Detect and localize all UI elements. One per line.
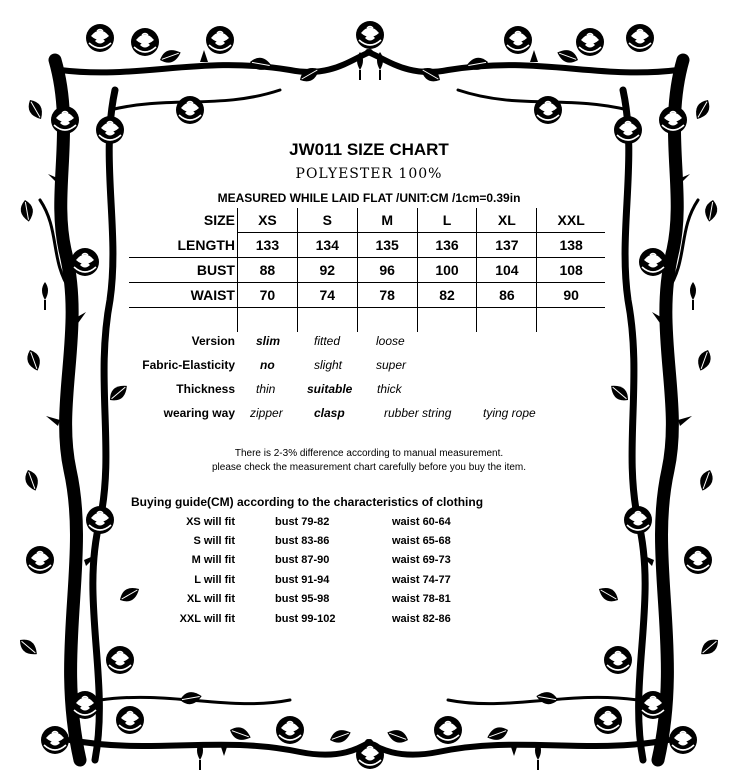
- measurement-difference-note: There is 2-3% difference according to manual measurement.: [234, 448, 504, 459]
- check-chart-note: please check the measurement chart carefully before you buy the item.: [211, 462, 527, 473]
- attribute-option: suitable: [307, 382, 353, 396]
- attribute-label-version: Version: [191, 334, 235, 348]
- table-cell: 96: [357, 258, 417, 283]
- size-header-cell: M: [357, 208, 417, 233]
- table-cell: [297, 308, 357, 333]
- table-cell: [417, 308, 477, 333]
- attribute-label-thickness: Thickness: [176, 382, 235, 396]
- attribute-option: clasp: [314, 406, 345, 420]
- table-cell: [537, 308, 605, 333]
- table-cell: 86: [477, 283, 537, 308]
- guide-waist: waist 82-86: [392, 613, 451, 625]
- buying-guide-title: Buying guide(CM) according to the characteristics of clothing: [131, 495, 484, 509]
- size-header-cell: XL: [477, 208, 537, 233]
- attribute-option: rubber string: [384, 406, 452, 420]
- attribute-option: no: [260, 358, 275, 372]
- guide-waist: waist 60-64: [392, 516, 451, 528]
- table-cell: 134: [297, 233, 357, 258]
- attribute-label-fabric-elasticity: Fabric-Elasticity: [142, 358, 235, 372]
- guide-bust: bust 87-90: [275, 554, 330, 566]
- guide-size: S will fit: [193, 535, 235, 547]
- table-cell: 133: [238, 233, 298, 258]
- table-cell: 108: [537, 258, 605, 283]
- attribute-option: zipper: [250, 406, 283, 420]
- attribute-option: thick: [377, 382, 402, 396]
- size-header-cell: XXL: [537, 208, 605, 233]
- size-table: [129, 208, 605, 332]
- size-header-cell: S: [297, 208, 357, 233]
- table-cell: 78: [357, 283, 417, 308]
- page-title: JW011 SIZE CHART: [289, 140, 449, 159]
- table-row: [129, 283, 605, 308]
- attribute-option: super: [376, 358, 407, 372]
- table-cell: [477, 308, 537, 333]
- guide-size: XS will fit: [186, 516, 235, 528]
- guide-bust: bust 83-86: [275, 535, 330, 547]
- guide-bust: bust 79-82: [275, 516, 330, 528]
- guide-size: XXL will fit: [179, 613, 235, 625]
- attribute-option: fitted: [314, 334, 341, 348]
- guide-bust: bust 91-94: [275, 574, 330, 586]
- attribute-label-wearing-way: wearing way: [163, 406, 235, 420]
- guide-bust: bust 99-102: [275, 613, 336, 625]
- material-subtitle: POLYESTER 100%: [295, 166, 443, 182]
- size-header-row: [129, 208, 605, 233]
- attribute-option: tying rope: [483, 406, 536, 420]
- table-cell: 88: [238, 258, 298, 283]
- table-row: [129, 233, 605, 258]
- attribute-option: slight: [314, 358, 343, 372]
- table-cell: 90: [537, 283, 605, 308]
- size-header-cell: XS: [238, 208, 298, 233]
- table-cell: [238, 308, 298, 333]
- table-cell: 92: [297, 258, 357, 283]
- guide-waist: waist 78-81: [392, 593, 451, 605]
- measurement-note: MEASURED WHILE LAID FLAT /UNIT:CM /1cm=0.39in: [217, 191, 521, 205]
- size-header-cell: L: [417, 208, 477, 233]
- guide-waist: waist 74-77: [392, 574, 451, 586]
- table-cell: 138: [537, 233, 605, 258]
- guide-size: L will fit: [194, 574, 235, 586]
- table-cell: 70: [238, 283, 298, 308]
- attribute-option: slim: [256, 334, 281, 348]
- table-cell: 137: [477, 233, 537, 258]
- row-label: WAIST: [129, 283, 238, 308]
- attribute-option: loose: [376, 334, 405, 348]
- table-cell: 136: [417, 233, 477, 258]
- table-cell: 100: [417, 258, 477, 283]
- table-cell: 74: [297, 283, 357, 308]
- table-cell: [357, 308, 417, 333]
- guide-size: XL will fit: [186, 593, 235, 605]
- table-cell: 104: [477, 258, 537, 283]
- row-label: BUST: [129, 258, 238, 283]
- guide-waist: waist 65-68: [392, 535, 451, 547]
- size-header-label: SIZE: [129, 208, 238, 233]
- table-row-empty: [129, 308, 605, 333]
- guide-size: M will fit: [191, 554, 235, 566]
- row-label: [129, 308, 238, 333]
- guide-bust: bust 95-98: [275, 593, 330, 605]
- guide-waist: waist 69-73: [392, 554, 451, 566]
- table-cell: 135: [357, 233, 417, 258]
- row-label: LENGTH: [129, 233, 238, 258]
- table-row: [129, 258, 605, 283]
- table-cell: 82: [417, 283, 477, 308]
- attribute-option: thin: [256, 382, 276, 396]
